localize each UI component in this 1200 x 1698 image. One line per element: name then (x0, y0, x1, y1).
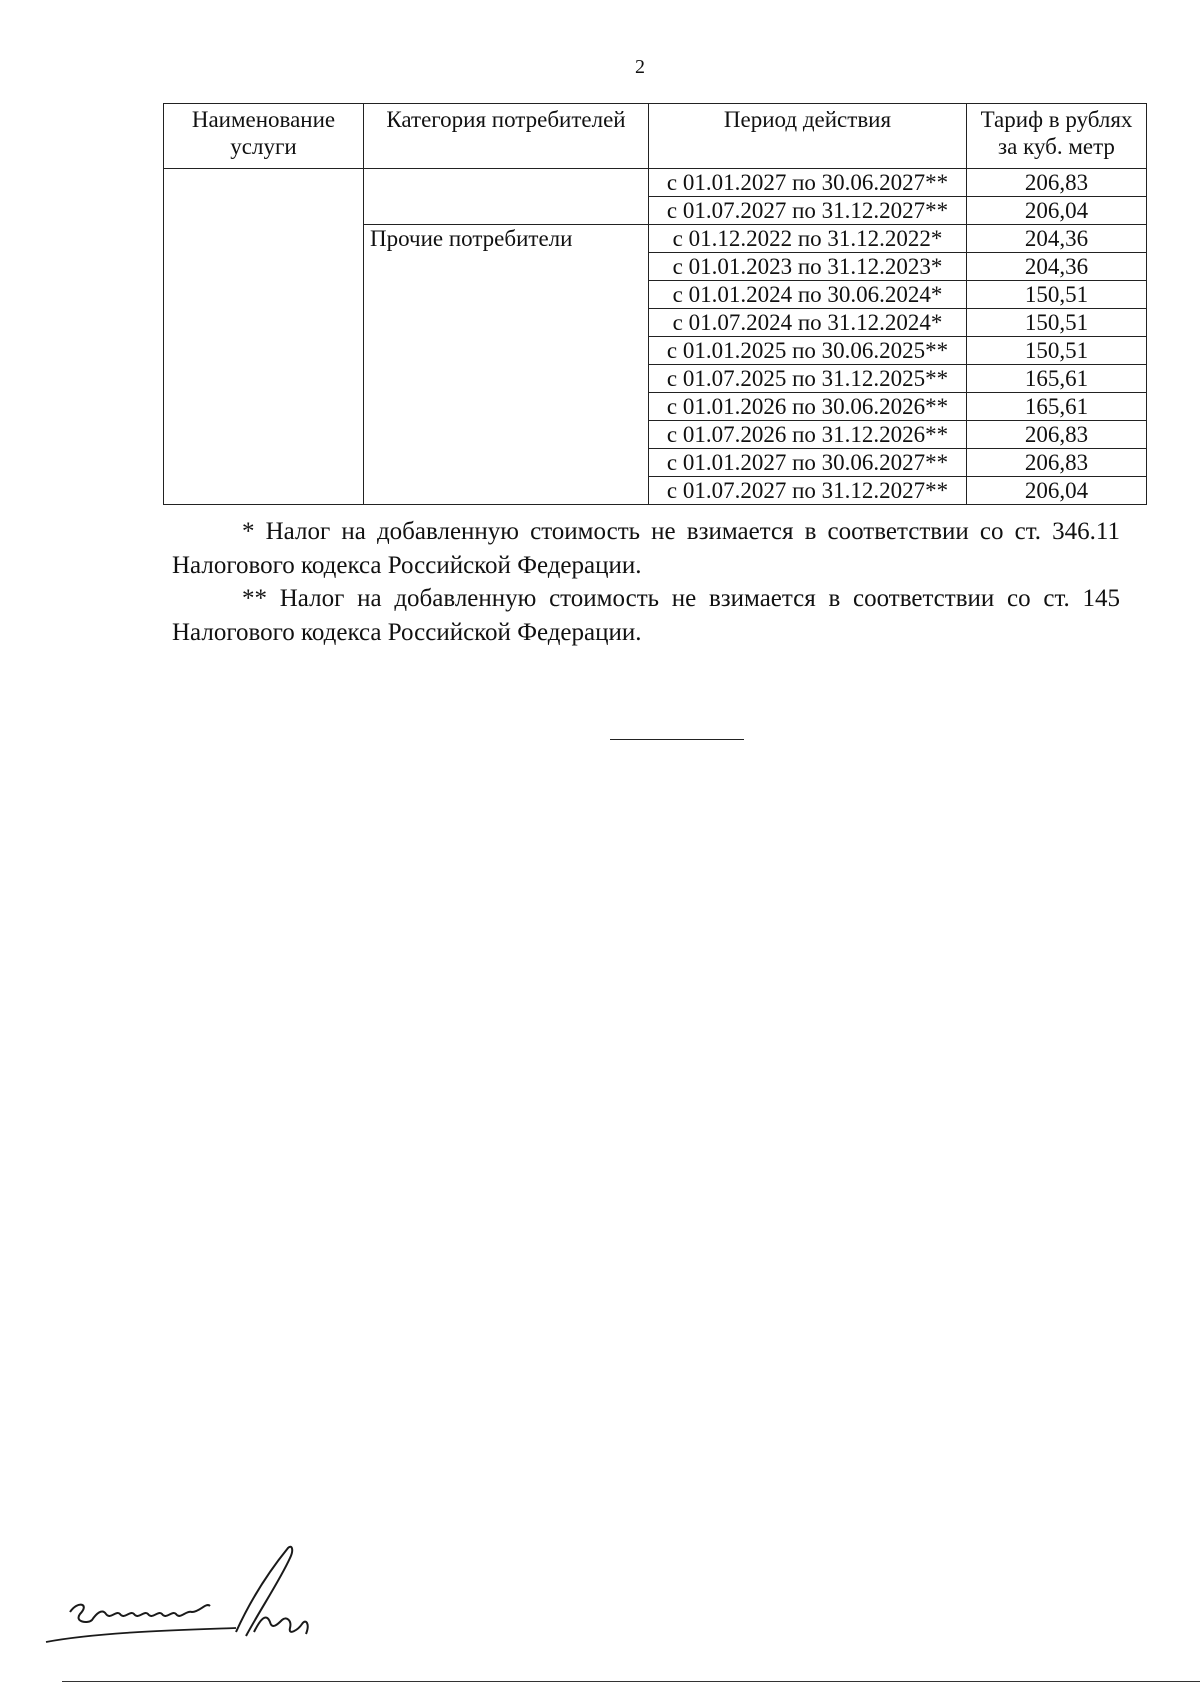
table-row (164, 169, 1147, 197)
signature-scribble (40, 1540, 340, 1660)
table-header-row (164, 104, 1147, 169)
period-cell: с 01.01.2025 по 30.06.2025** (649, 337, 967, 365)
tariff-cell: 206,83 (967, 449, 1147, 477)
period-cell: с 01.12.2022 по 31.12.2022* (649, 225, 967, 253)
tariff-cell: 165,61 (967, 365, 1147, 393)
page-number: 2 (635, 56, 645, 78)
footnote-1-text: * Налог на добавленную стоимость не взимается в соответствии со ст. 346.11 Налогового кодекса Российской Федерации. (172, 518, 1120, 579)
bottom-rule (62, 1681, 1200, 1682)
tariff-cell: 150,51 (967, 281, 1147, 309)
table-body (164, 169, 1147, 505)
period-cell: с 01.01.2023 по 31.12.2023* (649, 253, 967, 281)
period-cell: с 01.07.2024 по 31.12.2024* (649, 309, 967, 337)
period-cell: с 01.01.2027 по 30.06.2027** (649, 169, 967, 197)
service-cell (164, 169, 364, 505)
tariff-cell: 206,04 (967, 477, 1147, 505)
category-cell: Прочие потребители (364, 225, 649, 505)
tariff-table (163, 103, 1147, 505)
tariff-cell: 204,36 (967, 225, 1147, 253)
category-cell-continued (364, 169, 649, 225)
footnote-2 (172, 582, 1120, 650)
footnote-2-text: ** Налог на добавленную стоимость не взимается в соответствии со ст. 145 Налогового кодекса Российской Федерации. (172, 585, 1120, 646)
period-cell: с 01.01.2026 по 30.06.2026** (649, 393, 967, 421)
period-cell: с 01.07.2025 по 31.12.2025** (649, 365, 967, 393)
period-cell: с 01.01.2024 по 30.06.2024* (649, 281, 967, 309)
tariff-cell: 204,36 (967, 253, 1147, 281)
tariff-cell: 206,04 (967, 197, 1147, 225)
period-cell: с 01.07.2027 по 31.12.2027** (649, 197, 967, 225)
header-period: Период действия (649, 104, 967, 169)
header-category: Категория потребителей (364, 104, 649, 169)
tariff-cell: 165,61 (967, 393, 1147, 421)
separator-line (610, 739, 744, 740)
tariff-cell: 206,83 (967, 169, 1147, 197)
period-cell: с 01.01.2027 по 30.06.2027** (649, 449, 967, 477)
tariff-cell: 150,51 (967, 337, 1147, 365)
header-service: Наименование услуги (164, 104, 364, 169)
signature (40, 1540, 340, 1665)
header-tariff: Тариф в рублях за куб. метр (967, 104, 1147, 169)
period-cell: с 01.07.2026 по 31.12.2026** (649, 421, 967, 449)
period-cell: с 01.07.2027 по 31.12.2027** (649, 477, 967, 505)
tariff-cell: 206,83 (967, 421, 1147, 449)
footnote-1 (172, 515, 1120, 583)
tariff-cell: 150,51 (967, 309, 1147, 337)
